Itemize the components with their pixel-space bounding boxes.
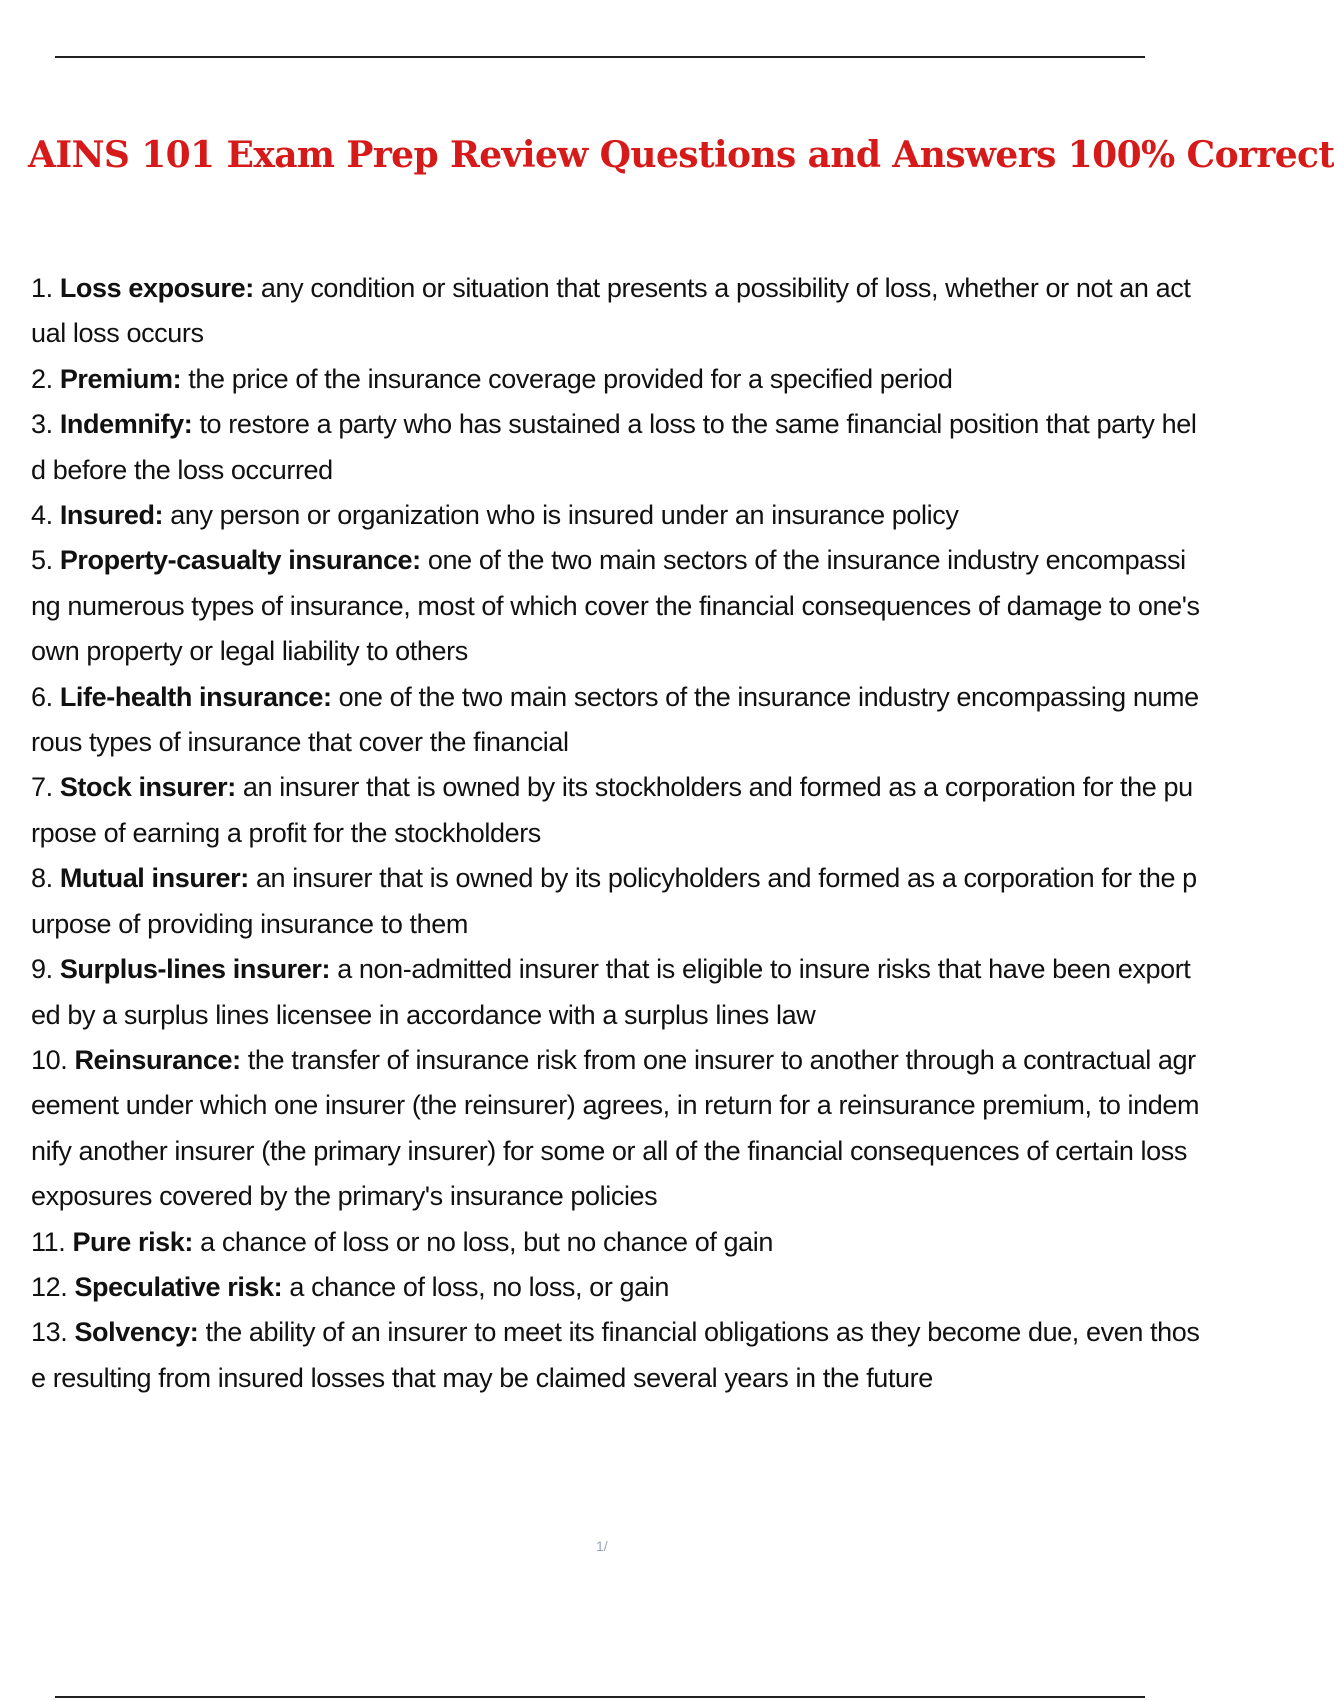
item-definition: one of the two main sectors of the insurance industry encompassing numerous types of insurance, most of which cover the financial consequences of damage to one's own property or legal liability to others: [31, 545, 1200, 667]
item-number: 12.: [31, 1271, 75, 1302]
item-term: Reinsurance:: [74, 1044, 241, 1075]
list-item: [31, 1310, 1200, 1401]
item-number: 8.: [31, 863, 60, 894]
item-term: Surplus-lines insurer:: [59, 954, 331, 985]
item-definition: to restore a party who has sustained a loss to the same financial position that party held before the loss occurred: [31, 409, 1197, 485]
item-number: 4.: [31, 500, 60, 531]
item-definition: any condition or situation that presents a possibility of loss, whether or not an actual loss occurs: [31, 273, 1191, 349]
item-definition: a chance of loss or no loss, but no chance of gain: [193, 1226, 773, 1257]
list-item: [31, 1265, 1200, 1310]
item-definition: an insurer that is owned by its policyholders and formed as a corporation for the purpose of providing insurance to them: [31, 863, 1197, 939]
item-number: 1.: [31, 273, 60, 303]
item-definition: the price of the insurance coverage provided for a specified period: [181, 363, 953, 394]
page-number: 1/: [596, 1538, 608, 1554]
bottom-rule: [55, 1696, 1145, 1698]
document-title: AINS 101 Exam Prep Review Questions and Answers 100% Correct: [28, 134, 1334, 176]
list-item: [31, 947, 1200, 1038]
item-definition: the ability of an insurer to meet its financial obligations as they become due, even those resulting from insured losses that may be claimed several years in the future: [31, 1317, 1200, 1393]
list-item: [31, 538, 1200, 674]
item-term: Pure risk:: [72, 1226, 193, 1257]
item-number: 2.: [31, 363, 60, 394]
item-number: 9.: [31, 954, 60, 985]
item-number: 10.: [31, 1044, 75, 1075]
list-item: [31, 1038, 1200, 1220]
list-item: [31, 675, 1200, 766]
item-definition: one of the two main sectors of the insurance industry encompassing numerous types of insurance that cover the financial: [31, 681, 1199, 758]
item-term: Loss exposure:: [59, 273, 254, 303]
item-term: Speculative risk:: [74, 1271, 283, 1302]
item-term: Life-health insurance:: [59, 681, 332, 712]
list-item: [31, 493, 1200, 538]
item-term: Stock insurer:: [59, 772, 236, 803]
item-number: 13.: [31, 1317, 75, 1348]
item-term: Property-casualty insurance:: [59, 545, 421, 576]
definition-list: [31, 266, 1200, 1401]
list-item: [31, 765, 1200, 856]
item-term: Insured:: [59, 500, 164, 531]
item-definition: any person or organization who is insured under an insurance policy: [163, 500, 959, 531]
list-item: [31, 1220, 1200, 1265]
item-definition: an insurer that is owned by its stockholders and formed as a corporation for the purpose of earning a profit for the stockholders: [31, 772, 1193, 848]
item-number: 3.: [31, 409, 60, 440]
item-number: 6.: [31, 681, 60, 712]
item-term: Indemnify:: [59, 409, 193, 440]
list-item: [31, 402, 1200, 493]
item-term: Premium:: [59, 363, 182, 394]
item-definition: the transfer of insurance risk from one insurer to another through a contractual agreement under which one insurer (the reinsurer) agrees, in return for a reinsurance premium, to indemnify another insurer (the primary insurer) for some or all of the financial consequences of certain loss exposures covered by the primary's insurance policies: [31, 1044, 1200, 1212]
list-item: [31, 856, 1200, 947]
top-rule: [55, 56, 1145, 58]
item-number: 7.: [31, 772, 60, 803]
item-number: 5.: [31, 545, 60, 576]
item-number: 11.: [31, 1226, 73, 1257]
list-item: [31, 266, 1200, 357]
item-definition: a chance of loss, no loss, or gain: [282, 1271, 669, 1302]
item-definition: a non-admitted insurer that is eligible to insure risks that have been exported by a surplus lines licensee in accordance with a surplus lines law: [31, 954, 1191, 1030]
list-item: [31, 357, 1200, 402]
item-term: Solvency:: [74, 1317, 199, 1348]
item-term: Mutual insurer:: [59, 863, 249, 894]
